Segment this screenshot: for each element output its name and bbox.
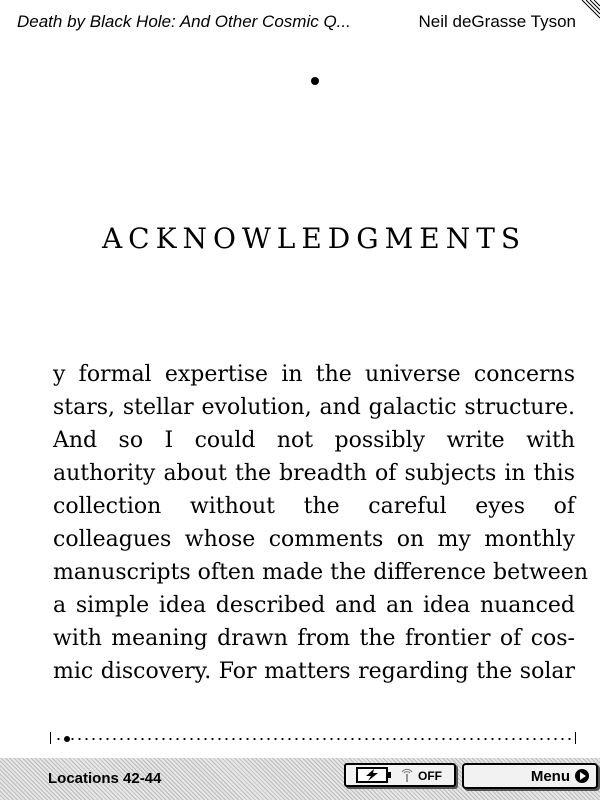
bookmark-corner-icon[interactable] <box>578 0 600 22</box>
battery-charging-icon <box>356 767 392 783</box>
wireless-status: OFF <box>418 769 442 783</box>
progress-track <box>55 738 571 740</box>
book-author: Neil deGrasse Tyson <box>418 12 576 31</box>
book-title: Death by Black Hole: And Other Cosmic Q... <box>17 12 351 31</box>
menu-button[interactable] <box>462 763 598 789</box>
menu-label: Menu <box>530 768 570 785</box>
text-line: manuscripts often made the difference between <box>53 560 588 585</box>
footer-bar <box>0 758 600 800</box>
text-line: y formal expertise in the universe concerns <box>53 362 575 387</box>
text-line: And so I could not possibly write with <box>53 428 575 453</box>
chapter-title: ACKNOWLEDGMENTS <box>101 222 527 255</box>
ornament-dot-icon <box>311 77 319 85</box>
reading-progress-bar <box>50 732 576 744</box>
status-panel <box>344 763 456 787</box>
location-indicator: Locations 42-44 <box>48 770 162 787</box>
text-line: collection without the careful eyes of <box>53 494 575 519</box>
text-line: with meaning drawn from the frontier of cos- <box>53 626 575 651</box>
header-bar <box>0 0 600 44</box>
wireless-icon <box>399 766 415 784</box>
progress-marker <box>64 736 70 742</box>
text-line: stars, stellar evolution, and galactic structure. <box>53 395 575 420</box>
text-line: mic discovery. For matters regarding the solar <box>53 659 575 684</box>
text-line: colleagues whose comments on my monthly <box>53 527 575 552</box>
reading-text <box>53 358 588 688</box>
text-line: a simple idea described and an idea nuanced <box>53 593 575 618</box>
arrow-right-icon <box>574 768 590 784</box>
text-line: authority about the breadth of subjects in this <box>53 461 575 486</box>
